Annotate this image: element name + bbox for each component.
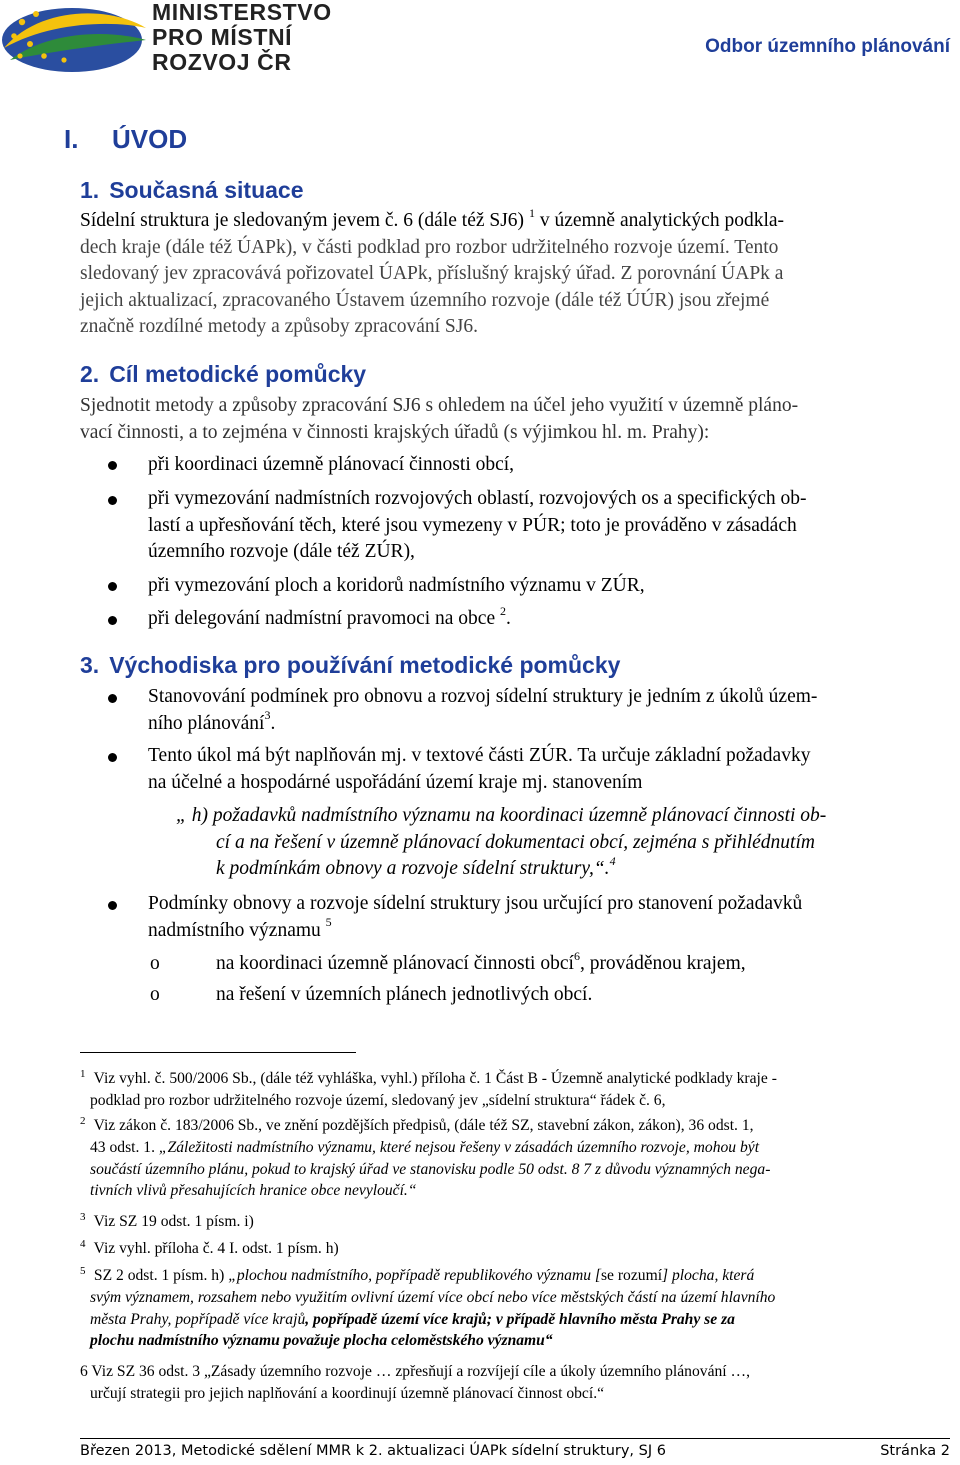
bullet-icon	[108, 901, 117, 910]
bullet-icon	[108, 753, 117, 762]
section-1-title: Současná situace	[109, 177, 304, 203]
list-item: Stanovování podmínek pro obnovu a rozvoj sídelní struktury je jedním z úkolů územ- ního plánování$^3$.	[148, 686, 818, 734]
paragraph-line: Sídelní struktura je sledovaným jevem č. 6 (dále též SJ6) $^1$ v územně analytických podkla-	[80, 205, 785, 231]
footer-divider	[80, 1438, 950, 1439]
section-2-heading	[80, 361, 366, 388]
ministry-logo	[0, 0, 340, 80]
paragraph-line: vací činnosti, a to zejména v činnosti krajských úřadů (s výjimkou hl. m. Prahy):	[80, 421, 710, 443]
section-1-number: 1.	[80, 177, 100, 203]
footnote-3: 3 Viz SZ 19 odst. 1 písm. i)	[80, 1210, 254, 1230]
section-1-paragraph	[80, 205, 940, 341]
list-item: Podmínky obnovy a rozvoje sídelní struktury jsou určující pro stanovení požadavků nadmístního významu $^5$	[148, 893, 803, 941]
footer-document-info: Březen 2013, Metodické sdělení MMR k 2. aktualizaci ÚAPk sídelní struktury, SJ 6	[80, 1443, 666, 1459]
logo-line-3: ROZVOJ ČR	[152, 49, 292, 75]
list-item: při vymezování nadmístních rozvojových oblastí, rozvojových os a specifických ob- lastí a upřesňování těch, které jsou vymezeny v PÚR; toto je prováděno v zásadách územního rozvoje (dále též ZÚR),	[148, 488, 807, 562]
footnote-4: 4 Viz vyhl. příloha č. 4 I. odst. 1 písm. h)	[80, 1237, 339, 1257]
footnote-divider	[80, 1052, 356, 1053]
bullet-icon	[108, 461, 117, 470]
footnote-6: 6 Viz SZ 36 odst. 3 „Zásady územního rozvoje … zpřesňují a rozvíjejí cíle a úkoly územního plánování …, určují strategii pro jejich naplňování a koordinují územně plánovací činnost obcí.“	[80, 1363, 751, 1402]
list-item: při delegování nadmístní pravomoci na obce $^2$.	[148, 603, 511, 629]
footnote-5: 5 SZ 2 odst. 1 písm. h) „plochou nadmístního, popřípadě republikového významu [se rozumí] plocha, která svým významem, rozsahem nebo využitím ovlivní území více obcí nebo více městských částí na území hlavního města Prahy, popřípadě více krajů, popřípadě území více krajů; v případě hlavního města Prahy se za plochu nadmístního významu považuje plocha celoměstského významu“	[80, 1264, 776, 1350]
bullet-icon	[108, 582, 117, 591]
list-item: při vymezování ploch a koridorů nadmístního významu v ZÚR,	[148, 575, 645, 596]
list-item: Tento úkol má být naplňován mj. v textové části ZÚR. Ta určuje základní požadavky na účelné a hospodárné uspořádání území kraje mj. stanovením	[148, 745, 811, 793]
bullet-icon	[108, 496, 117, 505]
footnote-1: 1 Viz vyhl. č. 500/2006 Sb., (dále též vyhláška, vyhl.) příloha č. 1 Část B - Územně analytické podklady kraje - podklad pro rozbor udržitelného rozvoje území, sledovaný jev „sídelní struktura“ řádek č. 6,	[80, 1067, 777, 1109]
department-name: Odbor územního plánování	[705, 36, 950, 57]
bullet-icon	[108, 694, 117, 703]
logo-line-1: MINISTERSTVO	[152, 0, 332, 25]
list-item: při koordinaci územně plánovací činnosti obcí,	[148, 454, 515, 475]
bullet-icon	[108, 616, 117, 625]
paragraph-line: Sjednotit metody a způsoby zpracování SJ6 s ohledem na účel jeho využití v územně pláno-	[80, 395, 799, 416]
legal-quote: „ h) požadavků nadmístního významu na koordinaci územně plánovací činnosti ob- cí a na řešení v územně plánovací dokumentaci obcí, zejména s přihlédnutím k podmínkám obnovy a rozvoje sídelní struktury,“.$^4$	[176, 805, 827, 879]
sub-list-item: o na koordinaci územně plánovací činnosti obcí$^6$, prováděnou krajem,	[150, 948, 746, 974]
footer-page-number: Stránka 2	[880, 1443, 950, 1459]
section-3-heading	[80, 652, 620, 679]
section-3-title: Východiska pro používání metodické pomůcky	[109, 652, 621, 678]
section-3-number: 3.	[80, 652, 100, 678]
footnote-2: 2 Viz zákon č. 183/2006 Sb., ve znění pozdějších předpisů, (dále též SZ, stavební zákon, zákon), 36 odst. 1, 43 odst. 1. „Záležitosti nadmístního významu, které nejsou řešeny v zásadách územního rozvoje, mohou být součástí územního plánu, pokud to krajský úřad ve stanovisku podle 50 odst. 8 7 z důvodu významných nega- tivních vlivů přesahujících hranice obce nevyloučí.“	[80, 1114, 771, 1200]
section-2-intro	[80, 393, 940, 446]
paragraph-line: značně rozdílné metody a způsoby zpracování SJ6.	[80, 316, 478, 337]
chapter-heading	[64, 124, 187, 155]
ministry-emblem-icon	[0, 0, 150, 80]
logo-line-2: PRO MÍSTNÍ	[152, 24, 293, 50]
paragraph-line: sledovaný jev zpracovává pořizovatel ÚAPk, příslušný krajský úřad. Z porovnání ÚAPk a	[80, 263, 784, 284]
chapter-title: ÚVOD	[112, 124, 188, 154]
paragraph-line: jejich aktualizací, zpracovaného Ústavem územního rozvoje (dále též ÚÚR) jsou zřejmé	[80, 289, 770, 311]
section-2-number: 2.	[80, 361, 100, 387]
section-1-heading	[80, 177, 304, 204]
paragraph-line: dech kraje (dále též ÚAPk), v části podklad pro rozbor udržitelného rozvoje území. Tento	[80, 236, 779, 258]
section-2-title: Cíl metodické pomůcky	[109, 361, 367, 387]
sub-list-item: o na řešení v územních plánech jednotlivých obcí.	[150, 984, 593, 1005]
chapter-number: I.	[64, 124, 79, 154]
ministry-name	[152, 0, 332, 75]
